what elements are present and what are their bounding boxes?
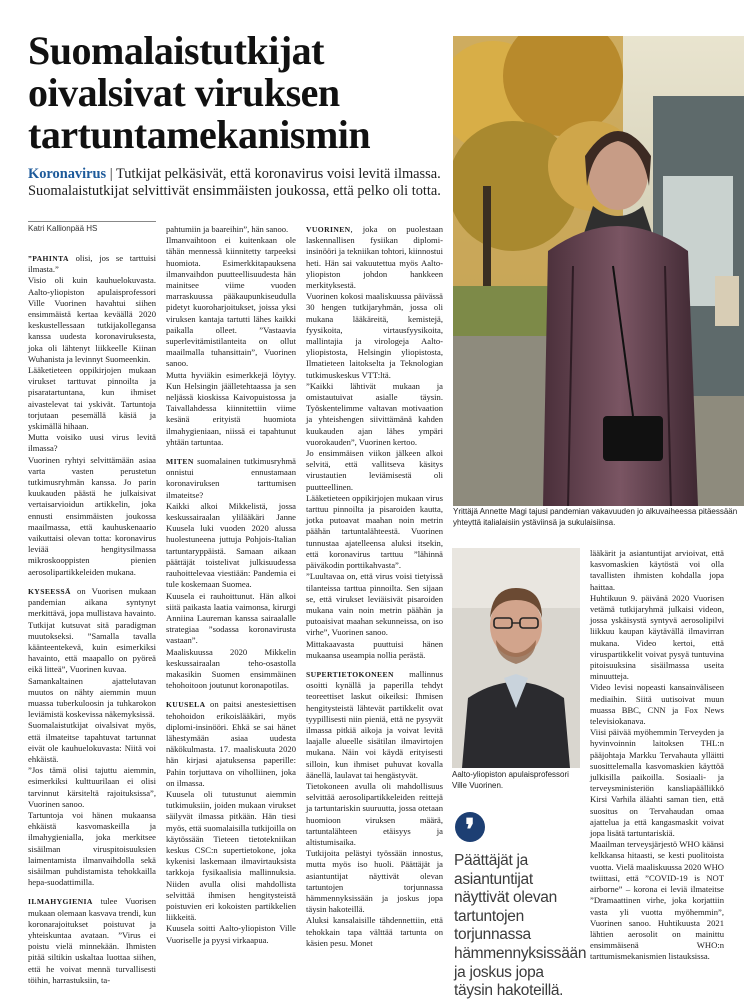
paragraph-text: Visio oli kuin kauhuelokuvasta. Aalto-yliopiston apulaisprofessori Ville Vuorinen havahtui siihen ensimmäistä kertaa keväällä 2020 keskustellessaan tutkijakollegansa kanssa uudesta koronaviruksesta, joka oli lähtenyt liikkeelle Kiinan Wuhanista ja levinnyt Suomeenkin. (28, 275, 156, 364)
paragraph-text: Mutta hyviäkin esimerkkejä löytyy. Kun Helsingin jäälletehtaassa ja sen neljässä kioskissa Kaivopuistossa ja Taivallahdessa kiinnitettiin viime kesänä erityistä huomiota ilmahygieniaan, niissä ei tapahtunut yhtään tartuntaa. (166, 369, 296, 447)
body-column-2 (166, 224, 296, 946)
subhead-lead: SUPERTIETOKONEEN (306, 669, 394, 679)
paragraph-text: suomalainen tutkimusryhmä onnistui ennustamaan koronaviruksen tarttumisen ilmateitse? (166, 456, 296, 500)
body-paragraph (166, 647, 296, 692)
researcher-photo-caption: Aalto-yliopiston apulaisprofessori Ville Vuorinen. (452, 770, 569, 790)
subhead-lead: ILMAHYGIENIA (28, 897, 93, 907)
body-paragraph (166, 370, 296, 448)
paragraph-gap (28, 888, 156, 896)
subhead-lead: KUUSELA (166, 700, 206, 710)
body-paragraph (28, 365, 156, 432)
body-paragraph (306, 381, 443, 448)
body-column-1 (28, 253, 156, 986)
paragraph-text: Maaliskuussa 2020 Mikkelin keskussairaalan teho-osastolla makasikin Suomen ensimmäinen tehohoitoon joutunut koronapotilas. (166, 646, 296, 691)
deck-line-1: Tutkijat pelkäsivät, että koronavirus voisi levitä ilmassa. (115, 166, 441, 182)
paragraph-text: Suomalaistutkijat oivalsivat myös, että ilmateitse tapahtuvat tartunnat eivät ole kauhuelokuvasta: Niitä voi ehkäistä. (28, 720, 156, 764)
body-paragraph (28, 676, 156, 721)
body-paragraph (306, 448, 443, 493)
paragraph-text: ”Luultavaa on, että virus voisi tietyissä tilanteissa tarttua pinnoilta. Sen sijaan se, että virukset leviäisivät pisaroiden mukana vain noin metrin päähän ja putoaisivat maahan sekunneissa, on iso virhe”, Vuorinen sanoo. (306, 571, 443, 638)
main-photo-caption: Yrittäjä Annette Magi tajusi pandemian vakavuuden jo alkuvaiheessa pitäessään yhteyttä italialaisiin ystäviinsä ja sukulaisiinsa. (453, 507, 738, 527)
body-paragraph (28, 586, 156, 676)
paragraph-text: tulee Vuorisen mukaan olemaan kasvava trendi, kun koronarajoitukset poistuvat ja yhteiskuntaa avataan. ”Virus ei poistu vielä minnekään. Ihmisten pitää siltikin uskaltaa luottaa siihen, että he voivat mennä turvallisesti töihin, harrastuksiin, ta- (28, 896, 156, 985)
body-paragraph (166, 789, 296, 923)
paragraph-text: Jo ensimmäisen viikon jälkeen alkoi selvitä, että vallitseva käsitys virustautien leviämisestä oli puutteellinen. (306, 448, 443, 492)
main-photo (453, 36, 744, 506)
paragraph-text: Lääketieteen oppikirjojen mukaan virukset tarttuvat pinnoilta ja pisaratartuntana, kun ihmiset aivastelevat tai yskivät. Tartuntoja torjutaan pesemällä käsiä ja yskimällä hihaan. (28, 365, 156, 432)
paragraph-text: Mittakaavasta puuttuisi hänen mukaansa useampia nollia perästä. (306, 638, 443, 660)
researcher-photo (452, 548, 580, 768)
paragraph-text: Video levisi nopeasti kansainväliseen mediaihin. Siitä uutisoivat muun muassa BBC, CNN ja Fox News televisiokanava. (590, 682, 724, 727)
paragraph-text: ”Kaikki lähtivät mukaan ja omistautuivat asialle täysin. Työskentelimme valtavan motivaation ja yhteishengen siivittämänä kahden kuukauden ajan lähes ympäri vuorokauden”, Vuorinen kertoo. (306, 380, 443, 447)
paragraph-text: pahtumiin ja baareihin”, hän sanoo. (166, 224, 289, 234)
body-paragraph (28, 765, 156, 810)
body-paragraph (306, 493, 443, 571)
body-paragraph (28, 432, 156, 454)
paragraph-text: Tietokoneen avulla oli mahdollisuus selvittää aerosolipartikkeleiden reittejä ja tartuntariskin suuruutta, jossa otetaan huomioon viruksen määrä, tartuntalähteen etäisyys ja altistumisaika. (306, 780, 443, 847)
paragraph-text: Maailman terveysjärjestö WHO käänsi kelkkansa hitaasti, se kesti puolitoista vuotta. Vielä maaliskuussa 2020 WHO twiittasi, että ”COVID-19 is NOT airborne” – korona ei leviä ilmateitse ”Dramaattinen virhe, joka korjattiin vasta yli vuotta myöhemmin”, Vuorinen sanoo. Huhtikuusta 2021 lähtien aerosolit on mainittu ensimmäisenä WHO:n tarttumismekanismien listauksissa. (590, 839, 724, 962)
paragraph-text: Tartuntoja voi hänen mukaansa ehkäistä kasvomaskeilla ja ilmahygienialla, joka merkitsee sisäilman viruspitoisuuksien laimentamista ilmanvaihdolla sekä sisäilman puhdistamista tehokkailla hepa-suodattimilla. (28, 809, 156, 888)
subhead-lead: KYSEESSÄ (28, 586, 71, 596)
body-paragraph (166, 224, 296, 235)
paragraph-text: olisi, jos se tarttuisi ilmasta.” (28, 253, 156, 275)
paragraph-text: Kuusela soitti Aalto-yliopiston Ville Vuoriselle ja pyysi virkaapua. (166, 923, 296, 945)
body-paragraph (28, 455, 156, 578)
body-paragraph (166, 699, 296, 789)
paragraph-text: Huhtikuun 9. päivänä 2020 Vuorisen vetämä tutkijaryhmä julkaisi videon, jossa yskäisystä syntyvä aerosolipilvi liikkuu kaupan käytävällä ilmavirran mukana. Video kertoi, että viruspartikkelit voivat pysyä tuntuvina pitoisuuksina sisäilmassa useita minuutteja. (590, 592, 724, 682)
article-headline: Suomalaistutkijat oivalsivat viruksen tartuntamekanismin (28, 28, 371, 157)
body-paragraph (28, 253, 156, 275)
paragraph-text: Kuusela ei rauhoittunut. Hän alkoi siitä paikasta laatia vaimonsa, kirurgi Anniina Laureman kanssa sairaalalle strategiaa ”sodassa koronavirusta vastaan”. (166, 590, 296, 646)
paragraph-text: lääkärit ja asiantuntijat arvioivat, että kasvomaskien käytöstä voi olla tavallisten ihmisten kohdalla jopa haittaa. (590, 548, 724, 592)
body-paragraph (590, 548, 724, 593)
paragraph-text: Kaikki alkoi Mikkelistä, jossa keskussairaalan ylilääkäri Janne Kuusela luki vuoden 2020 alussa huolestuneena juttuja Pohjois-Italian tartuntaryppäistä. Samaan aikaan päättäjät toistelivat julkisuudessa rauhoittelevaa viestiään: Pandemia ei tule koskemaan Suomea. (166, 500, 296, 590)
paragraph-gap (28, 578, 156, 586)
article-deck (28, 166, 448, 200)
paragraph-text: Viisi päivää myöhemmin Terveyden ja hyvinvoinnin laitoksen THL:n pääjohtaja Markku Tervahauta ylläitti suosittelemalla kasvomaskien käyttöä julkisilla paikoilla. Sosiaali- ja terveysministeriön kansliapäällikkö Kirsi Varhila äläahti saman tien, että suositus on Tervahaudan omaa ajattelua ja että kangasmaskit voivat jopa lisätä tartuntariskiä. (590, 727, 724, 839)
body-paragraph (306, 669, 443, 781)
body-paragraph (306, 571, 443, 638)
paragraph-gap (166, 691, 296, 699)
section-kicker: Koronavirus (28, 166, 107, 182)
pull-quote: Päättäjät ja asiantuntijat näyttivät olevan tartuntojen torjunnassa hämmennyksissään ja joskus jopa täysin hakoteillä. (454, 852, 587, 1000)
body-paragraph (166, 235, 296, 369)
body-paragraph (590, 682, 724, 727)
paragraph-text: Ilmanvaihtoon ei kuitenkaan ole tähän mennessä kiinnitetty tarpeeksi huomiota. Esimerkkitapauksena ilmanvaihdon puutteellisuudesta hän mainitsee viime vuoden marraskuussa pääkaupunkiseudulla pidetyt kuoroharjoitukset, joissa yksi viruksen kantaja tartutti lähes kaikki paikalla olleet. ”Vastaavia superlevitämistilanteita on ollut maailmalla tuhansittain”, Vuorinen sanoo. (166, 235, 296, 369)
body-paragraph (306, 224, 443, 291)
body-paragraph (28, 810, 156, 888)
paragraph-text: , joka on puolestaan laskennallisen fysiikan diplomi-insinööri ja tekniikan tohtori, kiinnostui heti. Hän sai vakuutettua myös Aalto-yliopiston johdon hankkeen merkityksestä. (306, 224, 443, 291)
paragraph-gap (306, 661, 443, 669)
deck-separator: | (106, 166, 116, 182)
body-paragraph (166, 456, 296, 501)
paragraph-text: Aluksi kansalaisille tähdennettiin, että tehokkain tapa välttää tartunta on käsien pesu. Monet (306, 915, 443, 948)
woman-portrait-illustration (453, 36, 744, 506)
paragraph-text: Kuusela oli tutustunut aiemmin tutkimuksiin, joiden mukaan virukset säilyvät ilmassa pitkään. Hän tiesi myös, että suomalaisilla tutkijoilla on käytössään Tieteen tietotekniikan keskus CSC:n supertietokone, joka kykenisi laskemaan ilmavirtauksista tarkkoja fysikaalisia mallinnuksia. Niiden avulla olisi mahdollista selvittää ihmisen hengitysteistä poistuvien eri kokoisten partikkelien liikkeitä. (166, 788, 296, 923)
body-paragraph (166, 591, 296, 647)
byline: Katri Kallionpää HS (28, 224, 98, 233)
paragraph-text: on Vuorisen mukaan pandemian aikana syntynyt merkittävä, jopa mullistava havainto. Tutkijat kutsuvat sitä paradigman muutokseksi. ”Samalla tavalla käänteentekevä, kuin esimerkiksi havainto, että maapallo on pyöreä eikä litteä”, Vuorinen kuvaa. (28, 585, 156, 675)
paragraph-gap (166, 448, 296, 456)
body-paragraph (306, 915, 443, 949)
deck-line-2: Suomalaistutkijat selvittivät ensimmäisten joukossa, että pelko oli totta. (28, 183, 441, 199)
paragraph-text: Vuorinen ryhtyi selvittämään asiaa varta vasten perustetun tutkimusryhmän kanssa. Jo parin kuukauden päästä he julkaisivat vertaisarvioidun artikkelin, joka ennusti ensimmäisten joukossa maailmassa, että kauhuskenaario vaikuttaisi olevan totta: koronavirus leviää hengitysilmassa mikroskooppisten pienien aerosolipartikkeleiden mukana. (28, 454, 156, 577)
byline-divider (28, 221, 156, 222)
body-paragraph (306, 639, 443, 661)
body-paragraph (306, 848, 443, 915)
paragraph-text: Mutta voisiko uusi virus levitä ilmassa? (28, 432, 156, 454)
body-column-3 (306, 224, 443, 949)
body-paragraph (28, 720, 156, 765)
paragraph-text: Lääketieteen oppikirjojen mukaan virus tarttuu pinnoilta ja pisaroiden kautta, jotka putoavat maahan noin metrin päähän tartuntalähteestä. Vuorinen tunnustaa ajatelleensa aluksi itsekin, että koronavirus tarttuu ”lähinnä päiväkodin porttikahvasta”. (306, 492, 443, 571)
body-paragraph (306, 781, 443, 848)
paragraph-text: Tutkijoita pelästyi työssään innostus, mutta myös iso huoli. Päättäjät ja asiantuntijat näyttivät olevan tartuntojen torjunnassa hämmennyksissään ja joskus jopa täysin hakoteillä. (306, 848, 443, 915)
body-paragraph (28, 275, 156, 365)
body-paragraph (28, 896, 156, 986)
body-paragraph (166, 923, 296, 945)
subhead-lead: ”PAHINTA (28, 254, 69, 263)
paragraph-text: Vuorinen kokosi maaliskuussa päivässä 30 hengen tutkijaryhmän, jossa oli mukana lääkäreitä, kemistejä, fyysikoita, virtausfyysikoita, mallintajia ja virologeja Aalto-yliopistosta, Helsingin yliopistosta, Ilmatieteen laitokselta ja Teknologian tutkimuskeskus VTT:ltä. (306, 291, 443, 380)
man-portrait-illustration (452, 548, 580, 768)
body-paragraph (590, 593, 724, 683)
paragraph-text: Samankaltainen ajattelutavan muutos on nähty aiemmin muun muassa tuberkuloosin ja tuhkarokon leviämistä koskevissa näkemyksissä. (28, 675, 156, 720)
subhead-lead: MITEN (166, 457, 194, 467)
body-paragraph (166, 501, 296, 591)
paragraph-text: on paitsi anestesiettisen tehohoidon erikoislääkäri, myös diplomi-insinööri. Ehkä se sai hänet lähestymään asiaa uudesta näkökulmasta. 17. maaliskuuta 2020 hän kirjasi ajatuksensa paperille: Pahin torjuttava on viholliinen, joka on ilmassa. (166, 699, 296, 788)
paragraph-text: mallinnus osoitti kynällä ja paperilla tehdyt teoreettiset laskut oikeiksi: Ihmisen hengitysteistä lähtevät partikkelit ovat tyypillisesti niin pieniä, että ne pysyvät ilmassa pitkiä aikoja ja voivat levitä laajalle alueelle sisätilan ilmavirtojen mukana. Näin voi käydä erityisesti silloin, kun ihmiset puhuvat kovalla äänellä, laulavat tai hengästyvät. (306, 668, 443, 780)
quote-icon: ❜ (455, 812, 485, 842)
body-paragraph (306, 291, 443, 381)
body-paragraph (590, 727, 724, 839)
paragraph-text: ”Jos tämä olisi tajuttu aiemmin, esimerkiksi kulttuurilaan ei olisi tarvinnut kärsiteltä rajoituksissa”, Vuorinen sanoo. (28, 765, 156, 809)
body-paragraph (590, 839, 724, 962)
subhead-lead: VUORINEN (306, 225, 351, 234)
body-column-4 (590, 548, 724, 963)
